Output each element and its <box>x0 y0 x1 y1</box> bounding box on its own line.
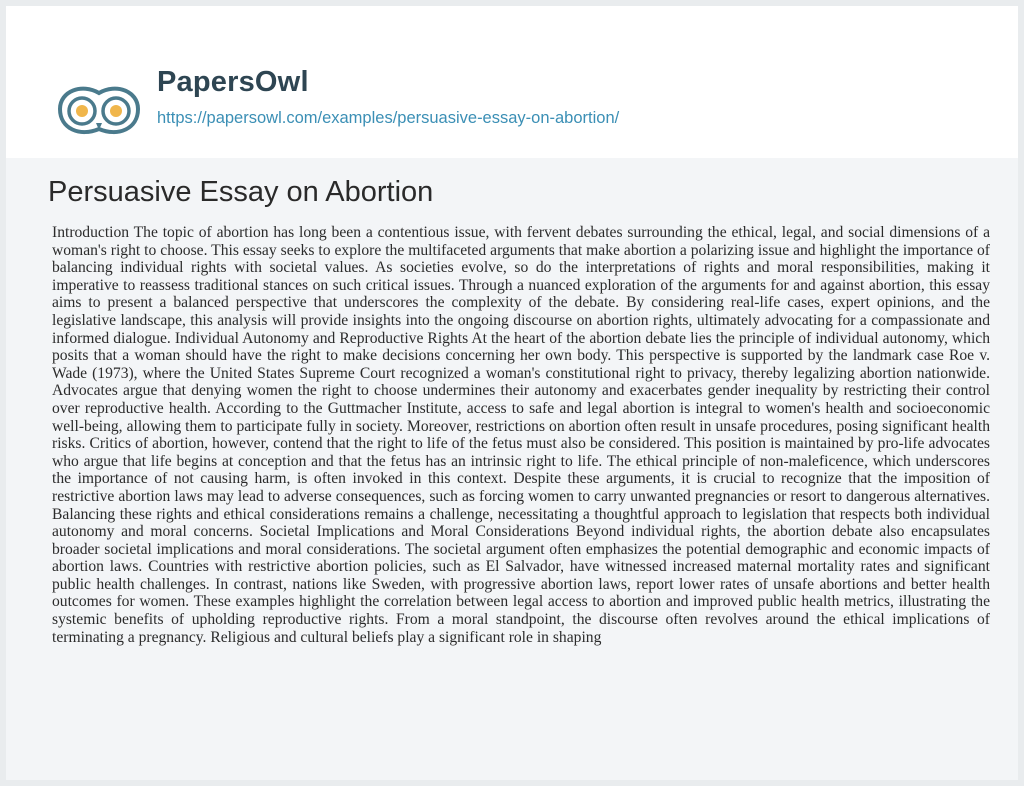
essay-title: Persuasive Essay on Abortion <box>48 176 434 208</box>
owl-logo-icon[interactable] <box>52 79 146 141</box>
page-frame <box>6 6 1018 780</box>
site-name[interactable]: PapersOwl <box>157 66 309 98</box>
essay-body: Introduction The topic of abortion has long been a contentious issue, with fervent debates surrounding the ethical, legal, and social dimensions of a woman's right to choose. This essay seeks to explore the multifaceted arguments that make abortion a polarizing issue and highlight the importance of balancing individual rights with societal values. As societies evolve, so do the interpretations of rights and moral responsibilities, making it imperative to reassess traditional stances on such critical issues. Through a nuanced exploration of the arguments for and against abortion, this essay aims to present a balanced perspective that underscores the complexity of the debate. By considering real-life cases, expert opinions, and the legislative landscape, this analysis will provide insights into the ongoing discourse on abortion rights, ultimately advocating for a compassionate and informed dialogue. Individual Autonomy and Reproductive Rights At the heart of the abortion debate lies the principle of individual autonomy, which posits that a woman should have the right to make decisions concerning her own body. This perspective is supported by the landmark case Roe v. Wade (1973), where the United States Supreme Court recognized a woman's constitutional right to privacy, thereby legalizing abortion nationwide. Advocates argue that denying women the right to choose undermines their autonomy and exacerbates gender inequality by restricting their control over reproductive health. According to the Guttmacher Institute, access to safe and legal abortion is integral to women's health and socioeconomic well-being, allowing them to participate fully in society. Moreover, restrictions on abortion often result in unsafe procedures, posing significant health risks. Critics of abortion, however, contend that the right to life of the fetus must also be considered. This position is maintained by pro-life advocates who argue that life begins at conception and that the fetus has an intrinsic right to life. The ethical principle of non-maleficence, which underscores the importance of not causing harm, is often invoked in this context. Despite these arguments, it is crucial to recognize that the imposition of restrictive abortion laws may lead to adverse consequences, such as forcing women to carry unwanted pregnancies or resort to dangerous alternatives. Balancing these rights and ethical considerations remains a challenge, necessitating a thoughtful approach to legislation that respects both individual autonomy and moral concerns. Societal Implications and Moral Considerations Beyond individual rights, the abortion debate also encapsulates broader societal implications and moral considerations. The societal argument often emphasizes the potential demographic and economic impacts of abortion laws. Countries with restrictive abortion policies, such as El Salvador, have witnessed increased maternal mortality rates and significant public health challenges. In contrast, nations like Sweden, with progressive abortion laws, report lower rates of unsafe abortions and better health outcomes for women. These examples highlight the correlation between legal access to abortion and improved public health metrics, illustrating the systemic benefits of upholding reproductive rights. From a moral standpoint, the discourse often revolves around the ethical implications of terminating a pregnancy. Religious and cultural beliefs play a significant role in shaping <box>52 224 990 646</box>
site-header <box>6 6 1018 158</box>
source-url-link[interactable]: https://papersowl.com/examples/persuasive-essay-on-abortion/ <box>157 109 620 127</box>
